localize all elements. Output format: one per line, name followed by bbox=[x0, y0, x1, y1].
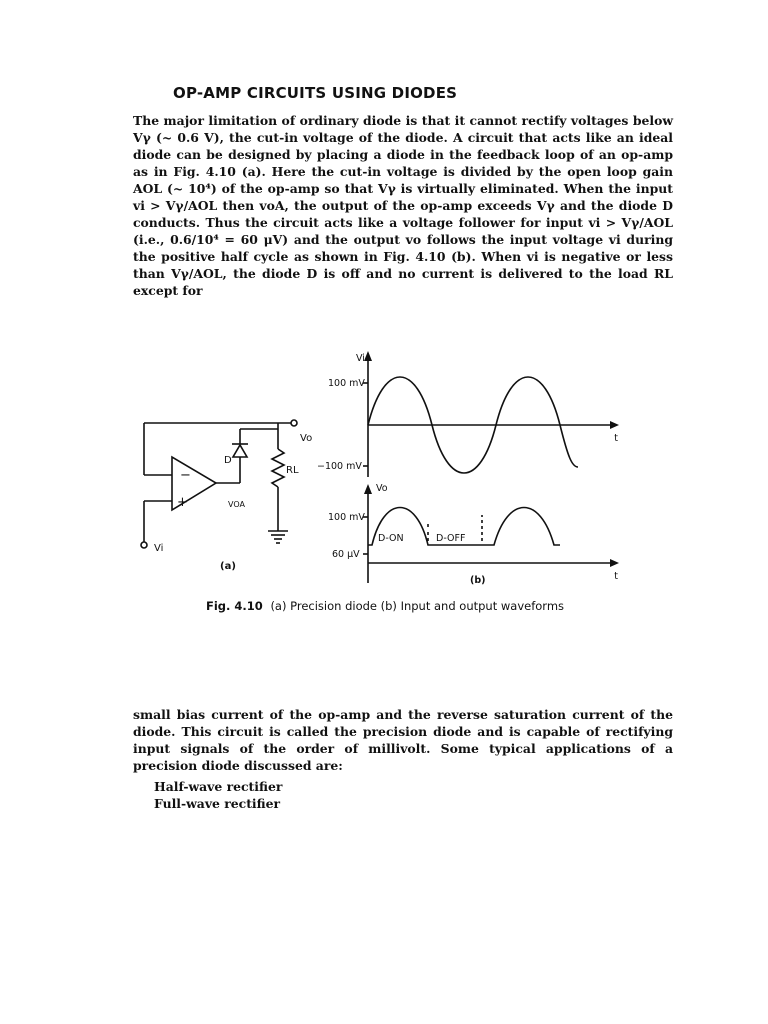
caption-label: Fig. 4.10 bbox=[206, 599, 263, 613]
d-off-label: D-OFF bbox=[436, 533, 466, 544]
rl-label: RL bbox=[286, 465, 299, 476]
section-heading: OP-AMP CIRCUITS USING DIODES bbox=[173, 84, 458, 102]
voa-label: VOA bbox=[228, 500, 245, 509]
caption-text: (a) Precision diode (b) Input and output waveforms bbox=[270, 599, 565, 613]
output-axis-label: Vo bbox=[376, 483, 388, 494]
t-label-bottom: t bbox=[614, 571, 618, 582]
vi-terminal bbox=[141, 542, 147, 548]
vo-terminal bbox=[291, 420, 297, 426]
tick-neg-100mv: −100 mV bbox=[317, 461, 362, 472]
vi-label: Vi bbox=[154, 543, 164, 554]
opamp-plus-label: + bbox=[177, 495, 188, 510]
tick-100mv-bottom: 100 mV bbox=[328, 512, 365, 523]
circuit-diagram bbox=[141, 420, 297, 548]
figure-caption bbox=[206, 599, 564, 613]
precision-diode-paragraph: small bias current of the op-amp and the reverse saturation current of the diode. This circuit is called the precision diode and is capable of rectifying input signals of the order of millivolt. Some typical applications of a precision diode discussed are: bbox=[133, 707, 673, 773]
tick-60uv: 60 μV bbox=[332, 549, 360, 560]
applications-list bbox=[154, 778, 282, 812]
opamp-minus-label: − bbox=[180, 468, 191, 483]
diode-symbol bbox=[233, 445, 247, 457]
resistor-symbol bbox=[272, 449, 284, 487]
input-axis-label: Vi bbox=[356, 353, 365, 364]
tick-100mv-top: 100 mV bbox=[328, 378, 365, 389]
waveform-plots bbox=[363, 351, 619, 583]
list-item: Half-wave rectifier bbox=[154, 779, 283, 794]
t-label-top: t bbox=[614, 433, 618, 444]
intro-paragraph: The major limitation of ordinary diode is that it cannot rectify voltages below Vγ (~ 0.6 V), the cut-in voltage of the diode. A circuit that acts like an ideal diode can be designed by placing a diode in the feedback loop of an op-amp as in Fig. 4.10 (a). Here the cut-in voltage is divided by the open loop gain AOL (~ 10⁴) of the op-amp so that Vγ is virtually eliminated. When the input vi > Vγ/AOL then voA, the output of the op-amp exceeds Vγ and the diode D conducts. Thus the circuit acts like a voltage follower for input vi > Vγ/AOL (i.e., 0.6/10⁴ = 60 μV) and the output vo follows the input voltage vi during the positive half cycle as shown in Fig. 4.10 (b). When vi is negative or less than Vγ/AOL, the diode D is off and no current is delivered to the load RL except for bbox=[133, 113, 673, 298]
d-on-label: D-ON bbox=[378, 533, 404, 544]
figure-4-10 bbox=[120, 345, 620, 630]
list-item: Full-wave rectifier bbox=[154, 796, 281, 811]
waveform-subfigure-label: (b) bbox=[470, 575, 486, 586]
vo-label: Vo bbox=[300, 433, 313, 444]
diode-label: D bbox=[224, 455, 232, 466]
circuit-subfigure-label: (a) bbox=[220, 561, 236, 572]
